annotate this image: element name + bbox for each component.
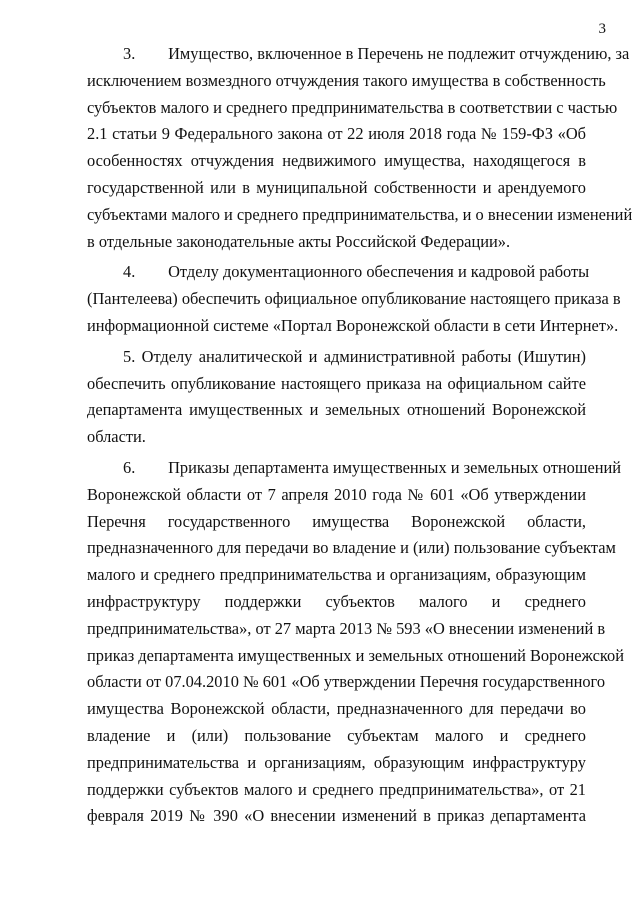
- text-line: предназначенного для передачи во владение и (или) пользование субъектам: [87, 538, 616, 558]
- text-line: поддержки субъектов малого и среднего предпринимательства», от 21: [87, 779, 586, 799]
- paragraph-6: [87, 455, 624, 830]
- text-line: приказ департамента имущественных и земельных отношений Воронежской: [87, 645, 624, 665]
- text-line: Воронежской области от 7 апреля 2010 года № 601 «Об утверждении: [87, 484, 586, 504]
- paragraph-4: [87, 259, 621, 339]
- paragraph-3: [87, 41, 633, 255]
- text-line: государственной или в муниципальной собственности и арендуемого: [87, 177, 586, 197]
- text-line: предпринимательства», от 27 марта 2013 № 593 «О внесении изменений в: [87, 618, 606, 638]
- text-line: исключением возмездного отчуждения такого имущества в собственность: [87, 70, 606, 90]
- text-line: 4. Отделу документационного обеспечения и кадровой работы: [123, 262, 590, 282]
- text-line: департамента имущественных и земельных отношений Воронежской: [87, 400, 586, 420]
- text-line: субъектами малого и среднего предпринимательства, и о внесении изменений: [87, 204, 633, 224]
- text-line: малого и среднего предпринимательства и организациям, образующим: [87, 565, 586, 585]
- text-line: 6. Приказы департамента имущественных и земельных отношений: [123, 457, 622, 477]
- paragraph-5: [87, 344, 586, 451]
- text-line: особенностях отчуждения недвижимого имущества, находящегося в: [87, 151, 586, 171]
- text-line: имущества Воронежской области, предназначенного для передачи во: [87, 699, 586, 719]
- text-line: области от 07.04.2010 № 601 «Об утверждении Перечня государственного: [87, 672, 606, 692]
- text-line: 5. Отделу аналитической и административной работы (Ишутин): [123, 346, 586, 366]
- text-line: Перечня государственного имущества Воронежской области,: [87, 511, 586, 531]
- text-line: предпринимательства и организациям, образующим инфраструктуру: [87, 752, 586, 772]
- text-line: области.: [87, 427, 146, 447]
- text-line: субъектов малого и среднего предпринимательства в соответствии с частью: [87, 97, 618, 117]
- text-line: обеспечить опубликование настоящего приказа на официальном сайте: [87, 373, 586, 393]
- text-line: в отдельные законодательные акты Российской Федерации».: [87, 231, 511, 251]
- text-line: информационной системе «Портал Воронежской области в сети Интернет».: [87, 315, 619, 335]
- text-line: (Пантелеева) обеспечить официальное опубликование настоящего приказа в: [87, 289, 621, 309]
- text-line: инфраструктуру поддержки субъектов малого и среднего: [87, 591, 586, 611]
- text-line: 3. Имущество, включенное в Перечень не подлежит отчуждению, за: [123, 44, 630, 63]
- page-number: 3: [598, 21, 606, 37]
- text-line: 2.1 статьи 9 Федерального закона от 22 июля 2018 года № 159-ФЗ «Об: [87, 124, 586, 144]
- document-body: [87, 41, 633, 834]
- text-line: февраля 2019 № 390 «О внесении изменений в приказ департамента: [87, 806, 586, 826]
- text-line: владение и (или) пользование субъектам малого и среднего: [87, 725, 586, 745]
